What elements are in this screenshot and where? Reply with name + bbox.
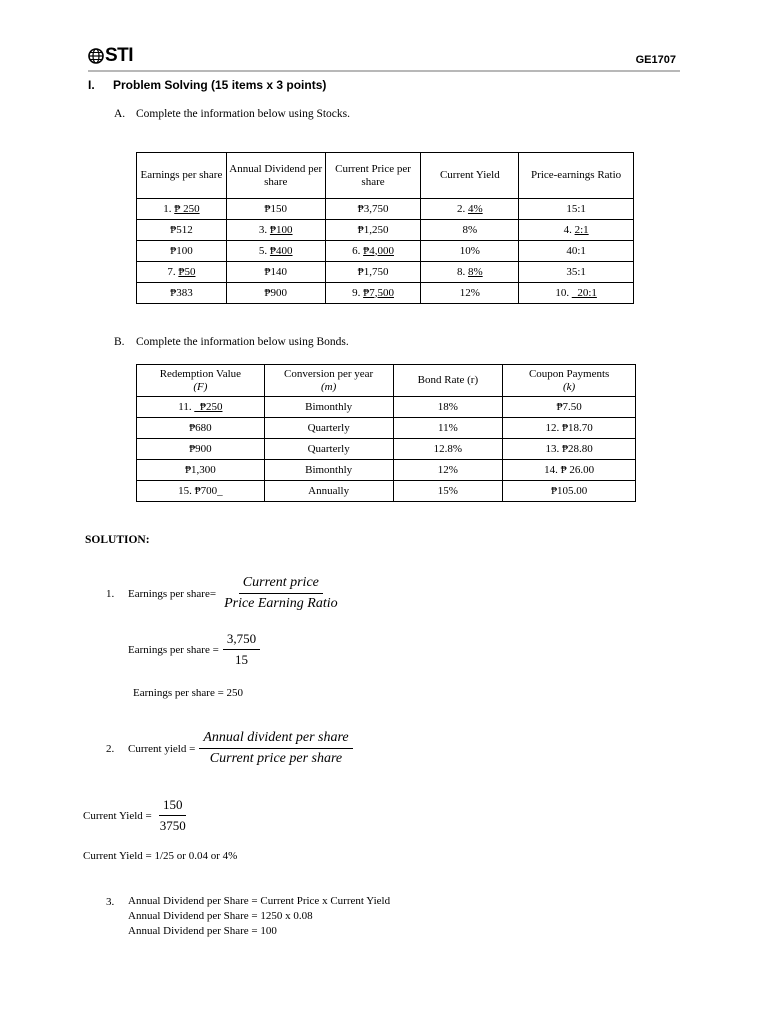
table-cell	[137, 439, 265, 460]
table-cell	[519, 241, 634, 262]
part-b-text: Complete the information below using Bonds.	[136, 336, 349, 348]
cell-text: 10%	[459, 244, 480, 257]
cell-text: 2.	[456, 202, 468, 215]
table-row	[137, 199, 634, 220]
step-3-line: Annual Dividend per Share = 1250 x 0.08	[128, 910, 313, 922]
logo-text: STI	[105, 45, 134, 66]
cell-text: ₱100	[170, 244, 193, 257]
sti-logo	[88, 45, 133, 67]
step-1-result: Earnings per share = 250	[133, 687, 244, 699]
table-cell	[137, 283, 227, 304]
step-2-result: Current Yield = 1/25 or 0.04 or 4%	[83, 850, 238, 862]
table-cell	[393, 439, 503, 460]
bonds-header-cell: Redemption Value (F)	[137, 365, 265, 397]
fraction-denominator: Current price per share	[209, 751, 343, 766]
fraction-denominator: 3750	[159, 818, 186, 833]
cell-text: 12%	[437, 463, 458, 476]
step-3-line: Annual Dividend per Share = Current Price x Current Yield	[128, 895, 391, 907]
formula-fraction	[156, 797, 190, 834]
cell-text: ₱1,250	[357, 223, 389, 236]
table-row	[137, 481, 636, 502]
table-cell	[393, 418, 503, 439]
cell-text: ₱383	[170, 286, 193, 299]
table-cell	[325, 241, 421, 262]
table-cell	[137, 241, 227, 262]
cell-text: Bimonthly	[305, 400, 353, 413]
fraction-numerator: 150	[159, 797, 187, 816]
table-row	[137, 397, 636, 418]
table-cell	[421, 262, 519, 283]
table-cell	[137, 220, 227, 241]
formula-label: Current Yield =	[83, 809, 152, 822]
cell-text: 12. ₱18.70	[545, 421, 593, 434]
formula-label: Earnings per share =	[128, 643, 219, 656]
cell-text: ₱1,300	[184, 463, 216, 476]
cell-text: 15. ₱700_	[178, 484, 223, 497]
fraction-numerator: 3,750	[223, 631, 260, 650]
cell-text: Quarterly	[307, 442, 350, 455]
step-number: 2.	[106, 742, 115, 755]
table-cell	[519, 220, 634, 241]
fraction-numerator: Current price	[239, 575, 323, 594]
table-cell	[503, 481, 636, 502]
table-cell	[264, 439, 393, 460]
table-cell	[503, 397, 636, 418]
cell-text: 35:1	[566, 265, 586, 278]
fraction-denominator: Price Earning Ratio	[224, 596, 338, 611]
part-b-letter: B.	[114, 336, 125, 348]
table-row	[137, 418, 636, 439]
stocks-header-cell: Current Yield	[421, 153, 519, 199]
cell-text: ₱7.50	[556, 400, 582, 413]
cell-text: 6.	[352, 244, 364, 257]
cell-text: Annually	[308, 484, 350, 497]
cell-text: ₱900	[264, 286, 288, 299]
table-cell	[137, 460, 265, 481]
table-cell	[325, 199, 421, 220]
table-cell	[325, 283, 421, 304]
table-row	[137, 262, 634, 283]
step-number: 1.	[106, 587, 115, 600]
table-cell	[226, 262, 325, 283]
formula-fraction	[223, 631, 260, 668]
table-cell	[137, 397, 265, 418]
bonds-header-cell: Coupon Payments (k)	[503, 365, 636, 397]
cell-answer: ₱100	[269, 223, 293, 236]
cell-answer: ₱4,000	[363, 244, 394, 257]
cell-text: 11%	[438, 421, 458, 434]
cell-text: 11.	[178, 400, 195, 413]
fraction-numerator: Annual divident per share	[199, 730, 352, 749]
solution-heading: SOLUTION:	[85, 534, 150, 546]
step-3-line: Annual Dividend per Share = 100	[128, 925, 277, 937]
table-cell	[393, 397, 503, 418]
table-cell	[421, 220, 519, 241]
table-cell	[519, 262, 634, 283]
table-row	[137, 439, 636, 460]
course-code: GE1707	[635, 54, 676, 66]
stocks-header-cell: Annual Dividend per share	[226, 153, 325, 199]
table-cell	[264, 481, 393, 502]
cell-text: ₱3,750	[357, 202, 389, 215]
table-cell	[325, 220, 421, 241]
part-a-letter: A.	[114, 108, 126, 120]
cell-text: 8.	[456, 265, 468, 278]
table-cell	[421, 241, 519, 262]
cell-text: 12%	[459, 286, 480, 299]
stocks-header-cell: Price-earnings Ratio	[519, 153, 634, 199]
cell-answer: 4%	[467, 202, 483, 215]
step-1-formula	[106, 575, 342, 612]
part-a-text: Complete the information below using Stocks.	[136, 108, 351, 120]
bonds-header-cell: Conversion per year (m)	[264, 365, 393, 397]
cell-text: 10.	[555, 286, 572, 299]
cell-text: 15:1	[566, 202, 586, 215]
header-divider	[88, 70, 680, 72]
bonds-header-row	[137, 365, 636, 397]
table-cell	[393, 460, 503, 481]
cell-text: ₱105.00	[550, 484, 588, 497]
table-cell	[519, 283, 634, 304]
cell-answer: ₱50	[178, 265, 196, 278]
cell-answer: 2:1	[574, 223, 589, 236]
table-row	[137, 241, 634, 262]
table-cell	[503, 418, 636, 439]
stocks-table	[136, 152, 634, 304]
table-cell	[226, 220, 325, 241]
cell-text: ₱900	[189, 442, 212, 455]
step-2-formula	[106, 730, 353, 767]
cell-text: 9.	[352, 286, 364, 299]
table-row	[137, 220, 634, 241]
cell-text: 3.	[258, 223, 270, 236]
cell-text: 12.8%	[433, 442, 463, 455]
stocks-header-row	[137, 153, 634, 199]
cell-text: 1.	[163, 202, 175, 215]
table-cell	[137, 481, 265, 502]
table-cell	[264, 397, 393, 418]
table-row	[137, 283, 634, 304]
cell-answer: _20:1	[571, 286, 597, 299]
step-number: 3.	[106, 895, 115, 908]
bonds-table	[136, 364, 636, 502]
table-cell	[325, 262, 421, 283]
table-cell	[421, 199, 519, 220]
part-b-instruction	[114, 336, 349, 348]
cell-text: ₱150	[264, 202, 288, 215]
formula-fraction	[199, 730, 352, 767]
cell-text: ₱1,750	[357, 265, 389, 278]
section-title: Problem Solving (15 items x 3 points)	[113, 78, 327, 92]
section-number: I.	[88, 78, 95, 92]
cell-text: Bimonthly	[305, 463, 353, 476]
cell-answer: ₱7,500	[363, 286, 394, 299]
bonds-header-cell: Bond Rate (r)	[393, 365, 503, 397]
cell-text: 8%	[462, 223, 478, 236]
table-cell	[421, 283, 519, 304]
formula-fraction	[220, 575, 342, 612]
cell-text: 13. ₱28.80	[545, 442, 593, 455]
formula-label: Current yield =	[128, 742, 196, 755]
cell-answer: _₱250	[194, 400, 223, 413]
cell-answer: ₱400	[269, 244, 293, 257]
table-cell	[226, 241, 325, 262]
globe-icon	[88, 48, 104, 64]
table-cell	[264, 460, 393, 481]
cell-answer: ₱ 250	[174, 202, 200, 215]
section-heading	[88, 78, 326, 92]
step-1-substitution	[128, 631, 260, 668]
stocks-header-cell: Earnings per share	[137, 153, 227, 199]
cell-text: ₱680	[189, 421, 212, 434]
table-row	[137, 460, 636, 481]
fraction-denominator: 15	[234, 652, 248, 667]
cell-text: ₱140	[264, 265, 288, 278]
table-cell	[264, 418, 393, 439]
stocks-header-cell: Current Price per share	[325, 153, 421, 199]
table-cell	[137, 418, 265, 439]
cell-text: 15%	[437, 484, 458, 497]
table-cell	[519, 199, 634, 220]
table-cell	[503, 460, 636, 481]
cell-text: Quarterly	[307, 421, 350, 434]
part-a-instruction	[114, 108, 350, 120]
table-cell	[226, 283, 325, 304]
formula-label: Earnings per share=	[128, 587, 217, 600]
cell-answer: 8%	[467, 265, 483, 278]
table-cell	[503, 439, 636, 460]
cell-text: 4.	[563, 223, 575, 236]
step-3	[106, 894, 390, 939]
cell-text: 5.	[258, 244, 270, 257]
cell-text: 40:1	[566, 244, 586, 257]
cell-text: ₱512	[170, 223, 193, 236]
cell-text: 14. ₱ 26.00	[544, 463, 595, 476]
step-2-substitution	[83, 797, 190, 834]
table-cell	[226, 199, 325, 220]
table-cell	[393, 481, 503, 502]
table-cell	[137, 199, 227, 220]
table-cell	[137, 262, 227, 283]
cell-text: 7.	[167, 265, 179, 278]
cell-text: 18%	[437, 400, 458, 413]
